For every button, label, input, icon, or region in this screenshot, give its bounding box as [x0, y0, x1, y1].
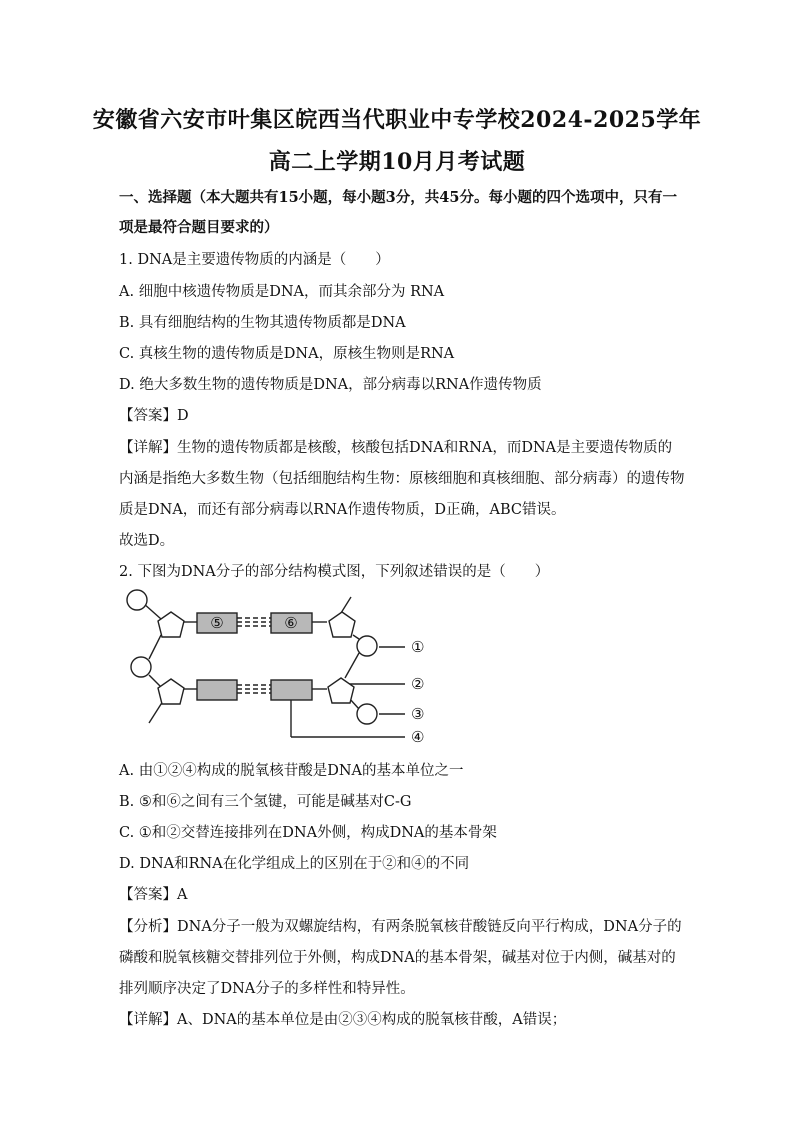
page-title-line1: 安徽省六安市叶集区皖西当代职业中专学校2024-2025学年 — [92, 107, 702, 133]
q1-stem: 1. DNA是主要遗传物质的内涵是（ ） — [119, 252, 390, 268]
q2-stem: 2. 下图为DNA分子的部分结构模式图，下列叙述错误的是（ ） — [119, 564, 550, 580]
base-box — [197, 680, 237, 700]
backbone-link — [353, 635, 359, 639]
q2-detail-line1: 【详解】A、DNA的基本单位是由②③④构成的脱氧核苷酸，A错误； — [119, 1012, 567, 1028]
q1-option-b: B. 具有细胞结构的生物其遗传物质都是DNA — [119, 315, 406, 331]
q2-answer: 【答案】A — [119, 887, 188, 903]
base-box — [271, 680, 312, 700]
section-heading-line1: 一、选择题（本大题共有15小题，每小题3分，共45分。每小题的四个选项中，只有一 — [119, 189, 677, 206]
q1-option-d: D. 绝大多数生物的遗传物质是DNA，部分病毒以RNA作遗传物质 — [119, 377, 542, 393]
q2-option-c: C. ①和②交替连接排列在DNA外侧，构成DNA的基本骨架 — [119, 825, 497, 841]
pointer-2-label: ② — [411, 675, 425, 693]
phosphate-circle — [127, 590, 147, 610]
backbone-link — [149, 701, 163, 723]
base-5-label: ⑤ — [210, 614, 224, 632]
deoxyribose-pentagon — [329, 612, 355, 637]
q2-analysis-line2: 磷酸和脱氧核糖交替排列位于外侧，构成DNA的基本骨架，碱基对位于内侧，碱基对的 — [119, 950, 676, 966]
q1-detail-line2: 内涵是指绝大多数生物（包括细胞结构生物：原核细胞和真核细胞、部分病毒）的遗传物 — [119, 471, 685, 487]
phosphate-circle — [131, 657, 151, 677]
q1-detail-line3: 质是DNA，而还有部分病毒以RNA作遗传物质，D正确，ABC错误。 — [119, 502, 566, 518]
pointer-4-label: ④ — [411, 728, 425, 746]
phosphate-circle — [357, 636, 377, 656]
q1-detail-line1: 【详解】生物的遗传物质都是核酸，核酸包括DNA和RNA，而DNA是主要遗传物质的 — [119, 440, 673, 456]
backbone-link — [345, 653, 359, 678]
deoxyribose-pentagon — [158, 612, 184, 637]
pointer-3-label: ③ — [411, 705, 425, 723]
q2-option-a: A. 由①②④构成的脱氧核苷酸是DNA的基本单位之一 — [119, 763, 464, 779]
base-6-label: ⑥ — [284, 614, 298, 632]
q1-choose: 故选D。 — [119, 533, 175, 549]
q2-option-b: B. ⑤和⑥之间有三个氢键，可能是碱基对C-G — [119, 794, 412, 810]
page-title-line2: 高二上学期10月月考试题 — [268, 149, 526, 175]
backbone-link — [149, 635, 161, 659]
pointer-1-label: ① — [411, 638, 425, 656]
q1-answer: 【答案】D — [119, 408, 189, 424]
deoxyribose-pentagon — [328, 678, 354, 703]
deoxyribose-pentagon — [158, 679, 184, 704]
q2-analysis-line3: 排列顺序决定了DNA分子的多样性和特异性。 — [119, 981, 415, 997]
dna-structure-diagram — [119, 583, 439, 748]
section-heading-line2: 项是最符合题目要求的） — [119, 219, 279, 236]
phosphate-circle — [357, 704, 377, 724]
q2-option-d: D. DNA和RNA在化学组成上的区别在于②和④的不同 — [119, 856, 470, 872]
backbone-link — [341, 597, 351, 613]
q2-analysis-line1: 【分析】DNA分子一般为双螺旋结构，有两条脱氧核苷酸链反向平行构成，DNA分子的 — [119, 919, 682, 935]
q1-option-c: C. 真核生物的遗传物质是DNA，原核生物则是RNA — [119, 346, 455, 362]
q1-option-a: A. 细胞中核遗传物质是DNA，而其余部分为 RNA — [119, 284, 445, 300]
